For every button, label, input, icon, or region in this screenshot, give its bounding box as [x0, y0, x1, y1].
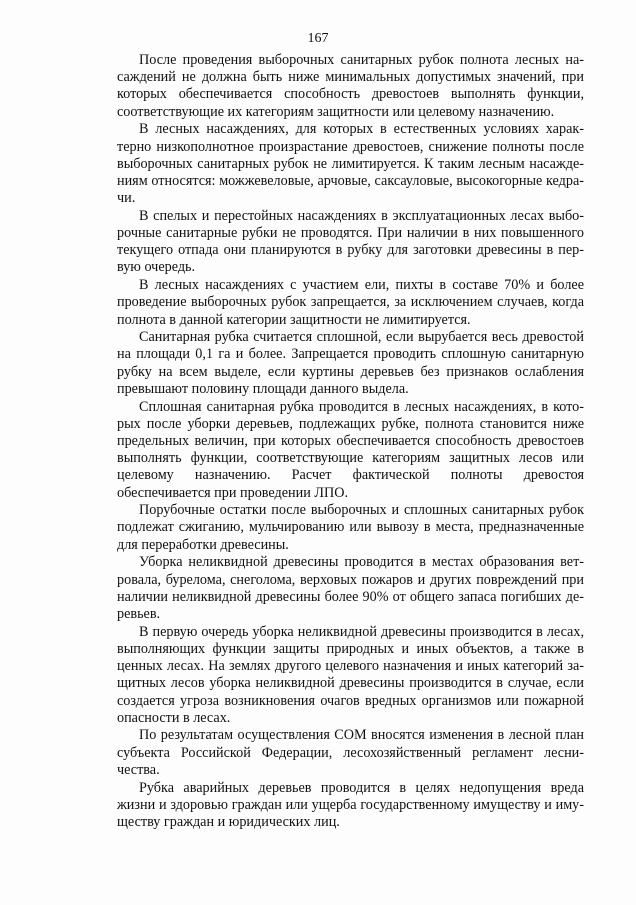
paragraph: Порубочные остатки после выборочных и сплошных санитарных рубок подлежат сжиганию, мульчированию или вывозу в места, предназначенные для переработки древесины. [117, 502, 584, 553]
paragraph: Рубка аварийных деревьев проводится в целях недопущения вреда жизни и здоровью граждан или ущерба государственному имуществу и имуществу граждан и юридических лиц. [117, 779, 584, 830]
body-text [117, 52, 584, 831]
paragraph: По результатам осуществления СОМ вносятся изменения в лесной план субъекта Российской Федерации, лесохозяйственный регламент лесничества. [117, 727, 584, 778]
paragraph: После проведения выборочных санитарных рубок полнота лесных насаждений не должна быть ниже минимальных допустимых значений, при которых обеспечивается способность древостоев выполнять функции, соответствующие их категориям защитности или целевому назначению. [117, 52, 584, 120]
paragraph: Санитарная рубка считается сплошной, если вырубается весь древостой на площади 0,1 га и более. Запрещается проводить сплошную санитарную рубку на всем выделе, если куртины деревьев без признаков ослабления превышают половину площади данного выдела. [117, 329, 584, 397]
paragraph: В первую очередь уборка неликвидной древесины производится в лесах, выполняющих функции защиты природных и иных объектов, а также в ценных лесах. На землях другого целевого назначения и иных категорий защитных лесов уборка неликвидной древесины производится в случае, если создается угроза возникновения очагов вредных организмов или пожарной опасности в лесах. [117, 623, 584, 726]
paragraph: В лесных насаждениях с участием ели, пихты в составе 70% и более проведение выборочных рубок запрещается, за исключением случаев, когда полнота в данной категории защитности не лимитируется. [117, 277, 584, 328]
page-number: 167 [307, 31, 329, 46]
paragraph: Уборка неликвидной древесины проводится в местах образования ветровала, бурелома, снеголома, верховых пожаров и других повреждений при наличии неликвидной древесины более 90% от общего запаса погибших деревьев. [117, 554, 584, 622]
paragraph: Сплошная санитарная рубка проводится в лесных насаждениях, в которых после уборки деревьев, подлежащих рубке, полнота становится ниже предельных величин, при которых обеспечивается способность древостоев выполнять функции, соответствующие категориям защитных лесов или целевому назначению. Расчет фактической полноты древостоя обеспечивается при проведении ЛПО. [117, 398, 584, 501]
paragraph: В спелых и перестойных насаждениях в эксплуатационных лесах выборочные санитарные рубки не проводятся. При наличии в них повышенного текущего отпада они планируются в рубку для заготовки древесины в первую очередь. [117, 207, 584, 276]
paragraph: В лесных насаждениях, для которых в естественных условиях характерно низкополнотное произрастание древостоев, снижение полноты после выборочных санитарных рубок не лимитируется. К таким лесным насаждениям относятся: можжевеловые, арчовые, саксауловые, высокогорные кедрачи. [117, 121, 584, 207]
